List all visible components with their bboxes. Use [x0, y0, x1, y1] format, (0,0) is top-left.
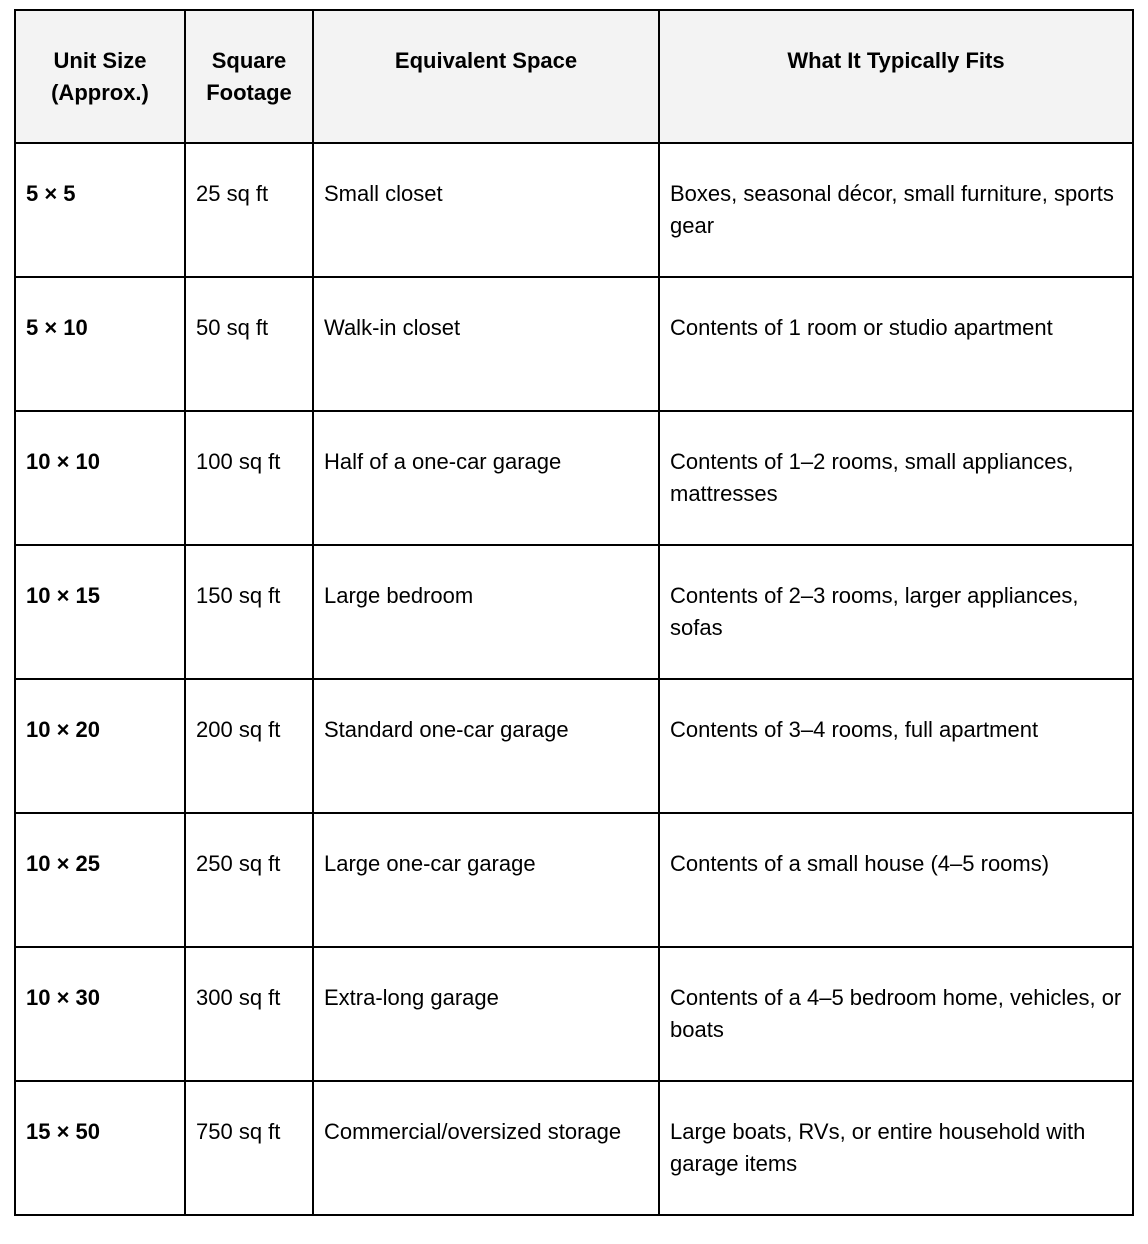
- unit-size-cell: 15 × 50: [15, 1081, 185, 1215]
- square-footage-cell: 750 sq ft: [185, 1081, 313, 1215]
- typical-fits-cell: Contents of 3–4 rooms, full apartment: [659, 679, 1133, 813]
- header-square-footage: Square Footage: [185, 10, 313, 143]
- square-footage-cell: 300 sq ft: [185, 947, 313, 1081]
- header-unit-size: Unit Size (Approx.): [15, 10, 185, 143]
- table-row: [15, 679, 1133, 813]
- equivalent-space-cell: Small closet: [313, 143, 659, 277]
- square-footage-cell: 50 sq ft: [185, 277, 313, 411]
- equivalent-space-cell: Commercial/oversized storage: [313, 1081, 659, 1215]
- square-footage-cell: 150 sq ft: [185, 545, 313, 679]
- typical-fits-cell: Contents of a small house (4–5 rooms): [659, 813, 1133, 947]
- typical-fits-cell: Contents of a 4–5 bedroom home, vehicles, or boats: [659, 947, 1133, 1081]
- table-body: [15, 143, 1133, 1215]
- unit-size-cell: 10 × 30: [15, 947, 185, 1081]
- typical-fits-cell: Boxes, seasonal décor, small furniture, sports gear: [659, 143, 1133, 277]
- unit-size-cell: 5 × 10: [15, 277, 185, 411]
- typical-fits-cell: Contents of 1–2 rooms, small appliances, mattresses: [659, 411, 1133, 545]
- storage-size-table-container: [14, 9, 1134, 1216]
- table-row: [15, 143, 1133, 277]
- unit-size-cell: 5 × 5: [15, 143, 185, 277]
- equivalent-space-cell: Half of a one-car garage: [313, 411, 659, 545]
- square-footage-cell: 100 sq ft: [185, 411, 313, 545]
- equivalent-space-cell: Extra-long garage: [313, 947, 659, 1081]
- equivalent-space-cell: Walk-in closet: [313, 277, 659, 411]
- header-what-it-fits: What It Typically Fits: [659, 10, 1133, 143]
- table-row: [15, 545, 1133, 679]
- table-header: [15, 10, 1133, 143]
- typical-fits-cell: Large boats, RVs, or entire household with garage items: [659, 1081, 1133, 1215]
- square-footage-cell: 250 sq ft: [185, 813, 313, 947]
- equivalent-space-cell: Large bedroom: [313, 545, 659, 679]
- unit-size-cell: 10 × 25: [15, 813, 185, 947]
- typical-fits-cell: Contents of 2–3 rooms, larger appliances, sofas: [659, 545, 1133, 679]
- unit-size-cell: 10 × 10: [15, 411, 185, 545]
- header-equivalent-space: Equivalent Space: [313, 10, 659, 143]
- square-footage-cell: 25 sq ft: [185, 143, 313, 277]
- typical-fits-cell: Contents of 1 room or studio apartment: [659, 277, 1133, 411]
- table-row: [15, 277, 1133, 411]
- unit-size-cell: 10 × 15: [15, 545, 185, 679]
- table-row: [15, 1081, 1133, 1215]
- table-row: [15, 947, 1133, 1081]
- unit-size-cell: 10 × 20: [15, 679, 185, 813]
- square-footage-cell: 200 sq ft: [185, 679, 313, 813]
- equivalent-space-cell: Standard one-car garage: [313, 679, 659, 813]
- storage-size-table: [14, 9, 1134, 1216]
- equivalent-space-cell: Large one-car garage: [313, 813, 659, 947]
- table-row: [15, 813, 1133, 947]
- header-row: [15, 10, 1133, 143]
- table-row: [15, 411, 1133, 545]
